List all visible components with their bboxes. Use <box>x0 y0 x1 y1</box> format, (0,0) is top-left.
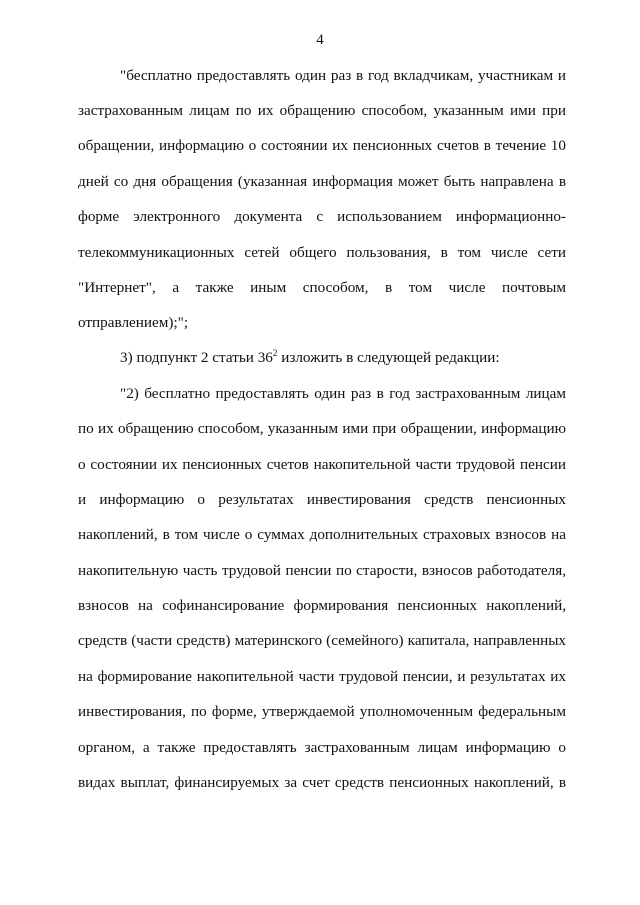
item-3-line <box>120 348 566 369</box>
paragraph-line: органом, а также предоставлять застрахованным лицам информацию о <box>78 739 566 756</box>
page-number: 4 <box>316 32 324 48</box>
item-3-text: 3) подпункт 2 статьи 36 <box>120 349 273 366</box>
paragraph-line: дней со дня обращения (указанная информация может быть направлена в <box>78 173 566 190</box>
paragraph-line: накоплений, в том числе о суммах дополнительных страховых взносов на <box>78 526 566 543</box>
paragraph-line: телекоммуникационных сетей общего пользования, в том числе сети <box>78 244 566 261</box>
paragraph-line: форме электронного документа с использованием информационно- <box>78 208 566 225</box>
paragraph-line: взносов на софинансирование формирования пенсионных накоплений, <box>78 597 566 614</box>
paragraph-line: о состоянии их пенсионных счетов накопительной части трудовой пенсии <box>78 456 566 473</box>
paragraph-line: видах выплат, финансируемых за счет средств пенсионных накоплений, в <box>78 774 566 791</box>
paragraph-line: накопительную часть трудовой пенсии по старости, взносов работодателя, <box>78 562 566 579</box>
paragraph-line: на формирование накопительной части трудовой пенсии, и результатах их <box>78 668 566 685</box>
superscript: 2 <box>272 348 278 358</box>
paragraph-line: инвестирования, по форме, утверждаемой уполномоченным федеральным <box>78 703 566 720</box>
paragraph-line: отправлением);"; <box>78 314 189 331</box>
paragraph-line: по их обращению способом, указанным ими при обращении, информацию <box>78 420 566 437</box>
paragraph-line: средств (части средств) материнского (семейного) капитала, направленных <box>78 632 566 649</box>
paragraph-line: застрахованным лицам по их обращению способом, указанным ими при <box>78 102 566 119</box>
paragraph-line: "бесплатно предоставлять один раз в год вкладчикам, участникам и <box>120 67 566 84</box>
paragraph-line: обращении, информацию о состоянии их пенсионных счетов в течение 10 <box>78 137 566 154</box>
paragraph-line: и информацию о результатах инвестирования средств пенсионных <box>78 491 566 508</box>
paragraph-line: "2) бесплатно предоставлять один раз в год застрахованным лицам <box>120 385 566 402</box>
item-3-text-end: изложить в следующей редакции: <box>277 349 500 366</box>
paragraph-line: "Интернет", а также иным способом, в том числе почтовым <box>78 279 566 296</box>
